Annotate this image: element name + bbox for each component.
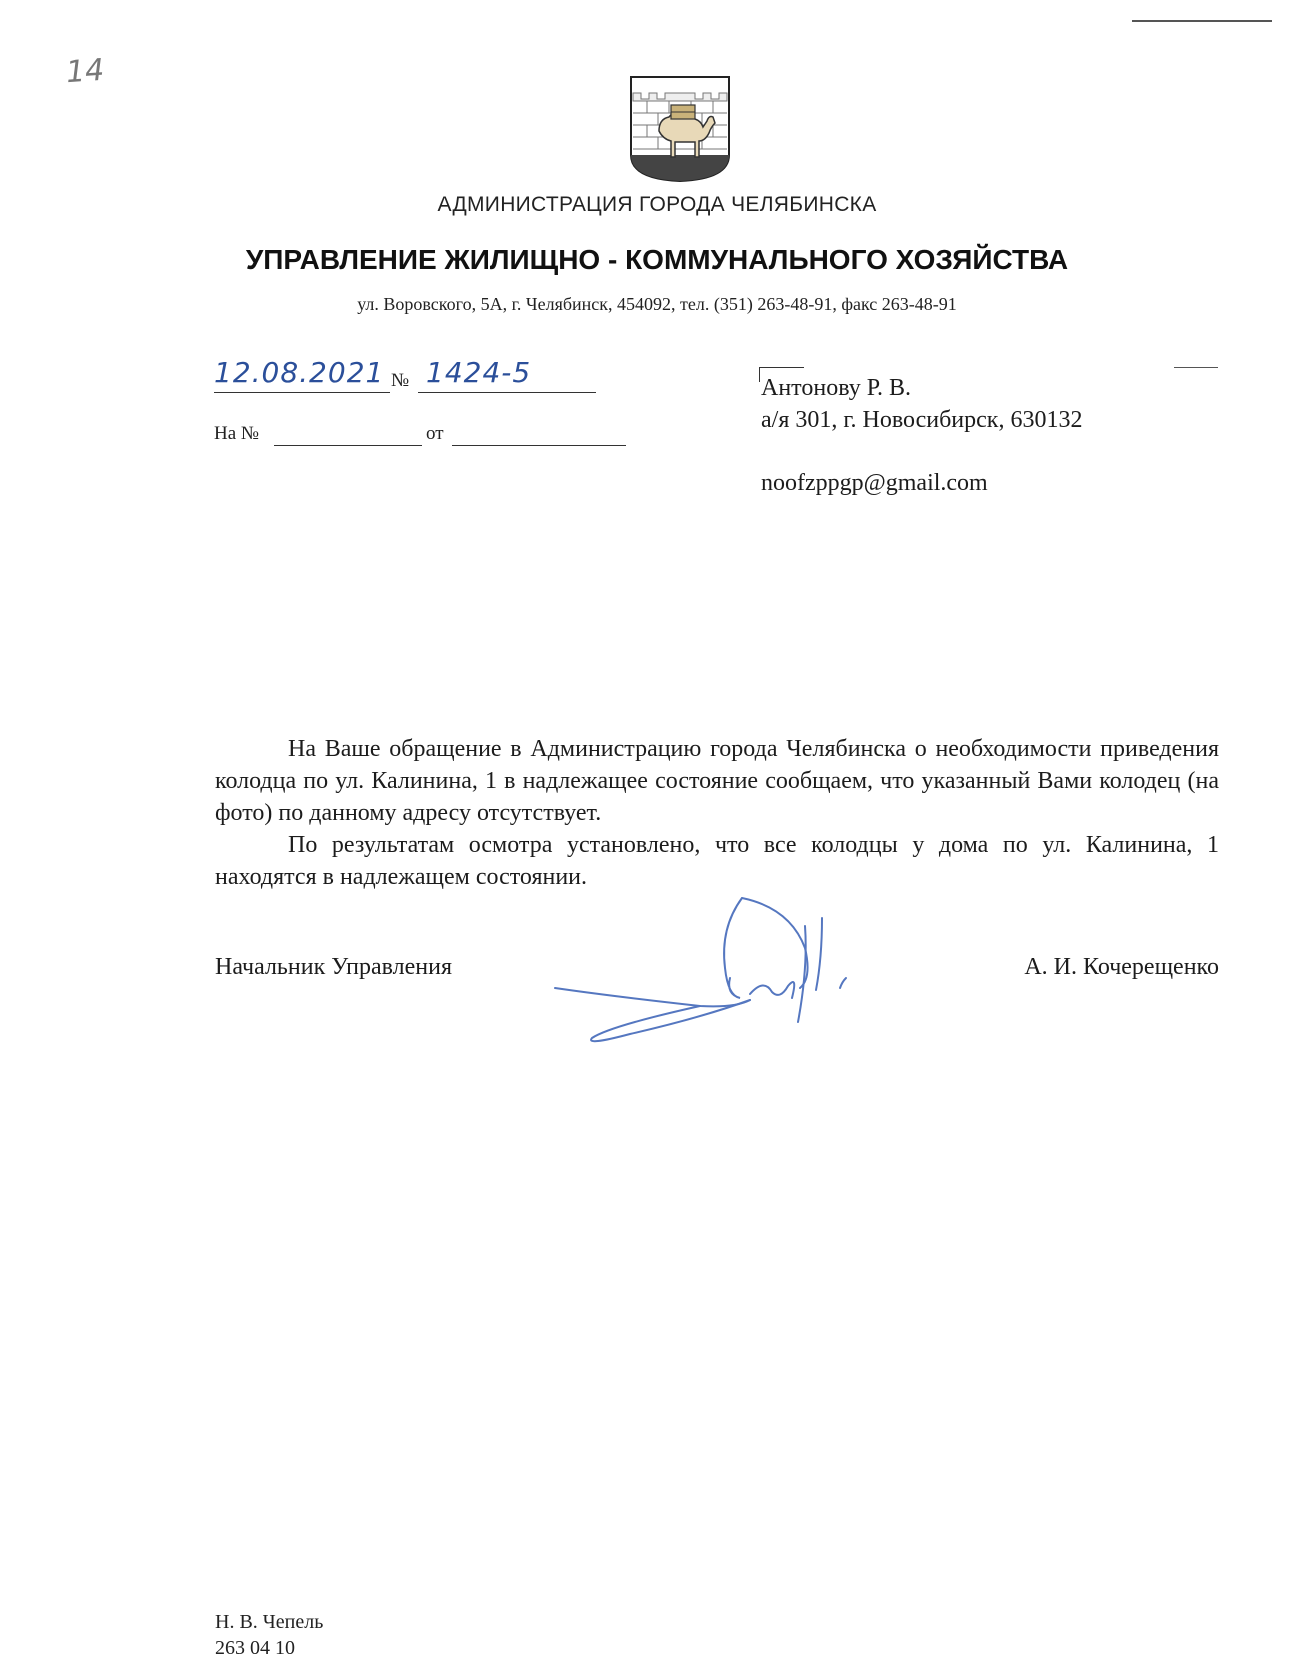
signatory-position: Начальник Управления: [215, 954, 452, 980]
handwritten-signature-icon: [550, 878, 870, 1058]
addressee-name: Антонову Р. В.: [761, 375, 912, 401]
admin-title: АДМИНИСТРАЦИЯ ГОРОДА ЧЕЛЯБИНСКА: [437, 193, 877, 216]
reply-to-label: На №: [214, 423, 260, 444]
addressee-postal: а/я 301, г. Новосибирск, 630132: [761, 407, 1083, 433]
sender-address: ул. Воровского, 5А, г. Челябинск, 454092, тел. (351) 263-48-91, факс 263-48-91: [357, 294, 957, 314]
reg-date-underline: [214, 392, 390, 393]
executor-phone: 263 04 10: [215, 1637, 295, 1659]
scan-artifact-right: [1174, 367, 1218, 368]
reg-number-underline: [418, 392, 596, 393]
signatory-name: А. И. Кочерещенко: [1024, 954, 1219, 980]
reg-date: 12.08.2021: [214, 356, 385, 389]
reg-number-label: №: [391, 370, 410, 391]
scan-artifact-top-right: [1132, 20, 1272, 22]
body-paragraph-1: На Ваше обращение в Администрацию города Челябинска о необходимости приведения колодца по ул. Калинина, 1 в надлежащее состояние сообщаем, что указанный Вами колодец (на фото) по данному адресу отсутствует.: [215, 736, 1219, 826]
reply-to-underline: [274, 445, 422, 446]
dept-title: УПРАВЛЕНИЕ ЖИЛИЩНО - КОММУНАЛЬНОГО ХОЗЯЙСТВА: [245, 244, 1069, 275]
body-paragraph-2: По результатам осмотра установлено, что все колодцы у дома по ул. Калинина, 1 находятся в надлежащем состоянии.: [215, 832, 1219, 890]
margin-page-number: 14: [64, 52, 106, 91]
reply-from-label: от: [426, 423, 444, 444]
executor-block: [215, 1609, 323, 1661]
executor-name: Н. В. Чепель: [215, 1611, 324, 1633]
addressee-email: noofzppgp@gmail.com: [761, 470, 988, 496]
letter-body: [215, 733, 1219, 893]
reg-number: 1424-5: [426, 356, 532, 389]
reply-from-underline: [452, 445, 626, 446]
coat-of-arms-icon: [629, 75, 731, 183]
